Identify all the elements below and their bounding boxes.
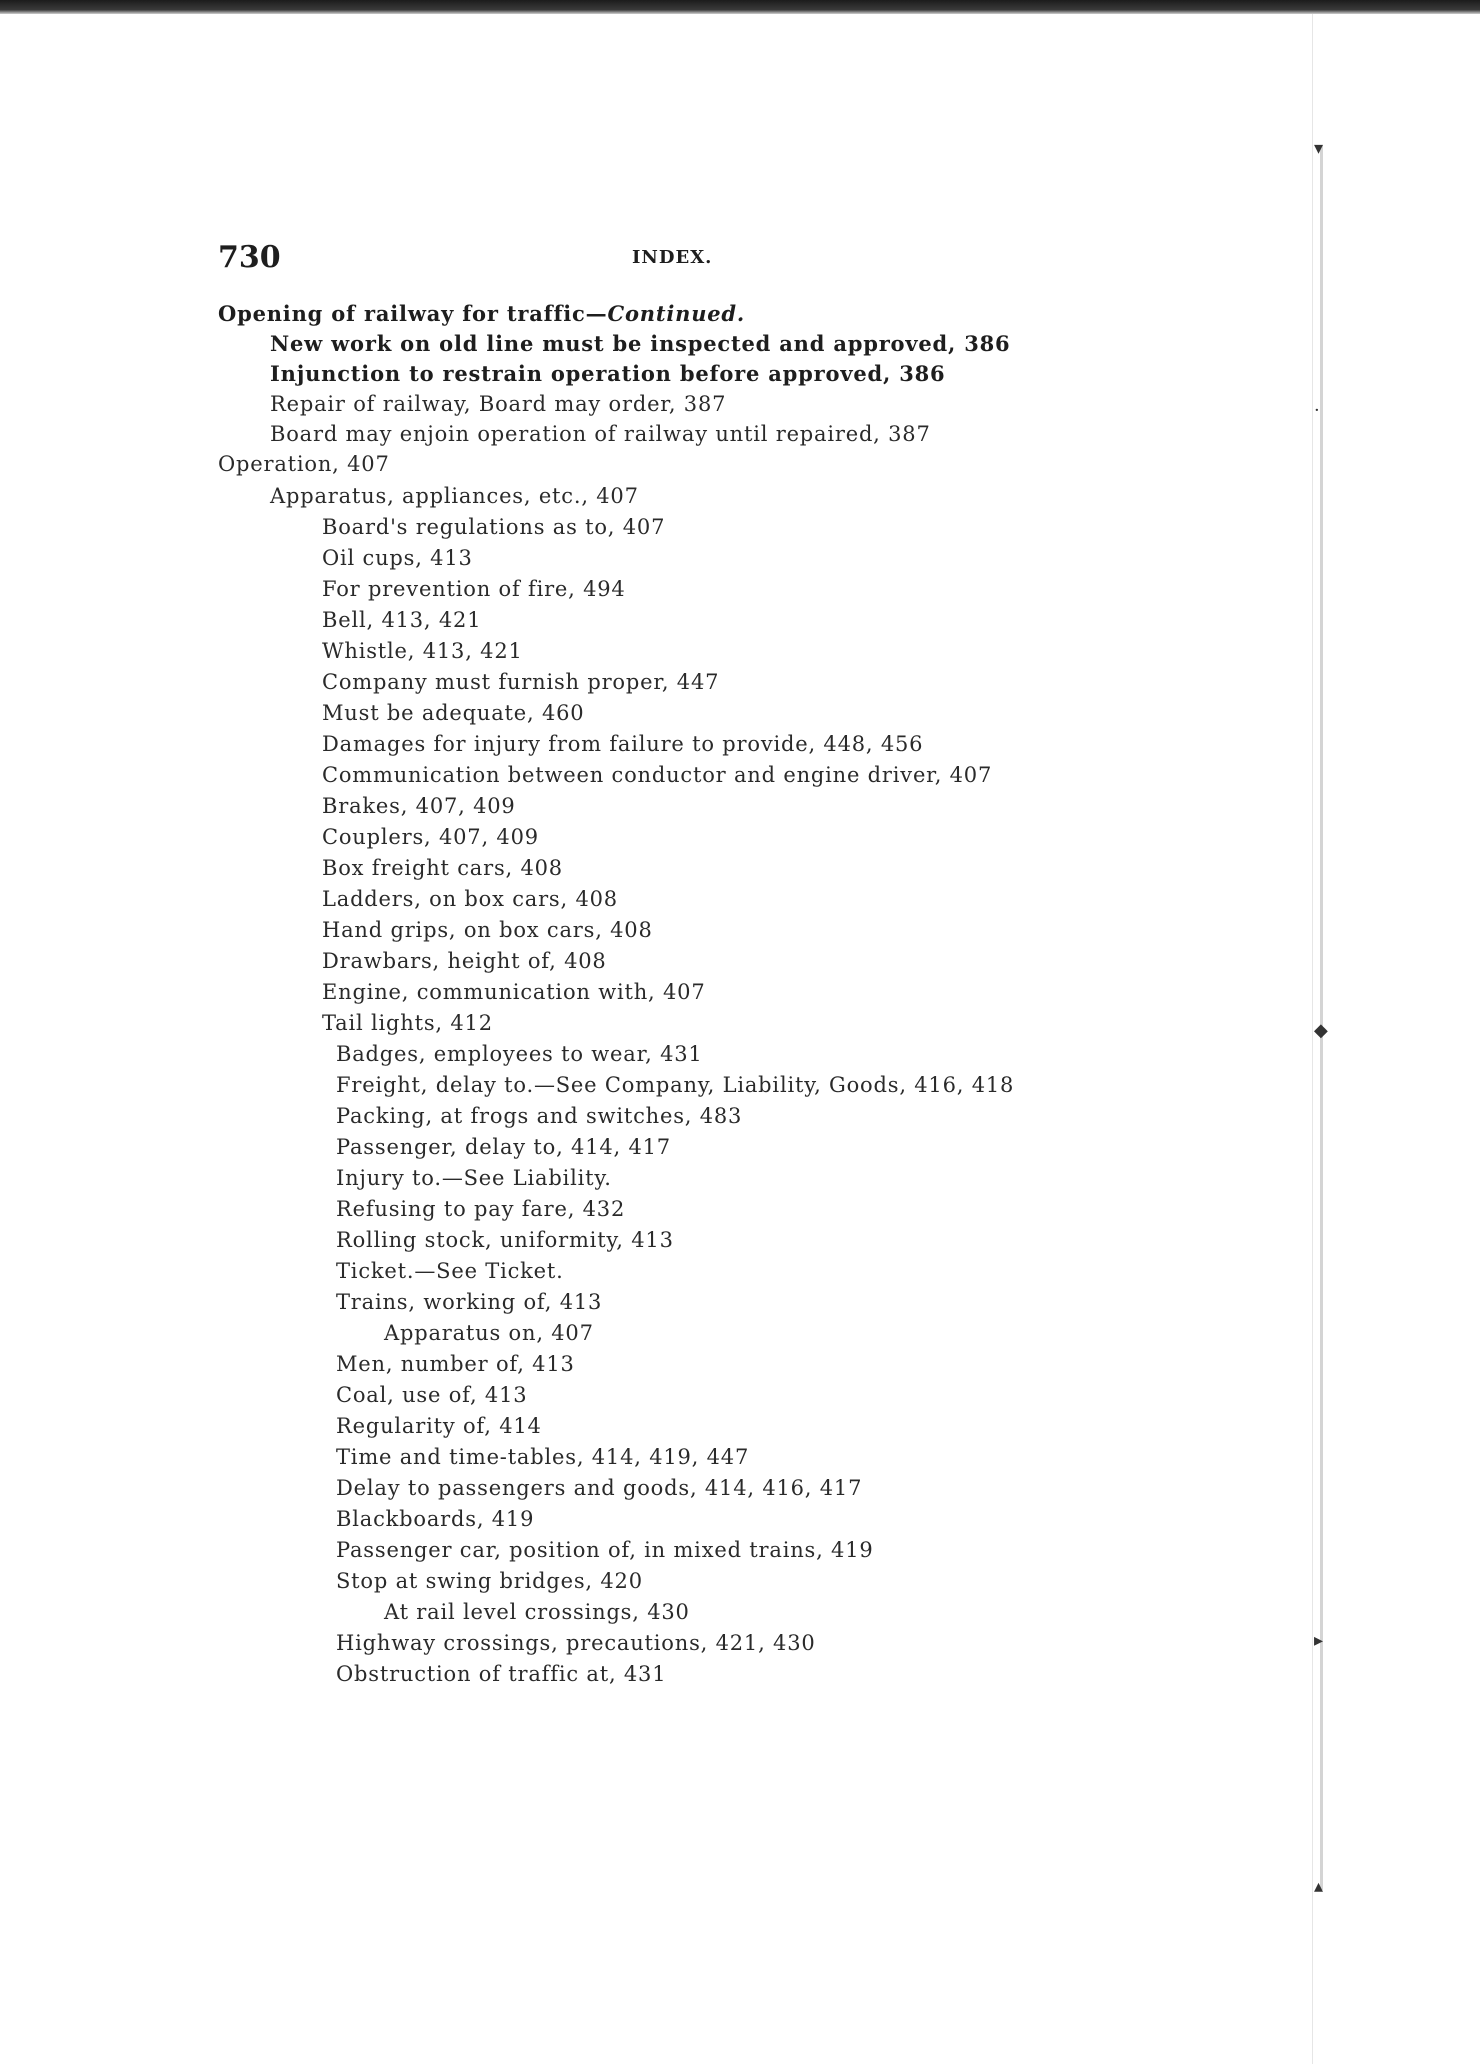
page-number: 730 [218, 240, 281, 275]
gutter-tick-mark: · [1314, 400, 1320, 421]
gutter-tick-mark: ▴ [1314, 1876, 1324, 1897]
scan-top-edge [0, 0, 1480, 14]
page-gutter [1312, 14, 1480, 2064]
gutter-tick-mark: ▸ [1314, 1630, 1324, 1651]
index-subentry: Board may enjoin operation of railway until repaired, 387 [270, 422, 931, 446]
index-subentry: Engine, communication with, 407 [322, 980, 706, 1004]
index-subentry: Hand grips, on box cars, 408 [322, 918, 653, 942]
index-subentry: Bell, 413, 421 [322, 608, 482, 632]
index-subentry: Drawbars, height of, 408 [322, 949, 607, 973]
index-subentry: At rail level crossings, 430 [384, 1600, 690, 1624]
index-subentry: Must be adequate, 460 [322, 701, 585, 725]
index-subentry: Trains, working of, 413 [336, 1290, 603, 1314]
index-subentry: Brakes, 407, 409 [322, 794, 516, 818]
index-subentry: Badges, employees to wear, 431 [336, 1042, 703, 1066]
gutter-tick-mark: ◆ [1314, 1020, 1328, 1041]
index-subentry: Obstruction of traffic at, 431 [336, 1662, 667, 1686]
index-subentry: Apparatus on, 407 [384, 1321, 594, 1345]
index-subentry: Time and time-tables, 414, 419, 447 [336, 1445, 750, 1469]
index-subentry: Blackboards, 419 [336, 1507, 535, 1531]
index-subentry: Packing, at frogs and switches, 483 [336, 1104, 743, 1128]
index-subentry: Freight, delay to.—See Company, Liability, Goods, 416, 418 [336, 1073, 1015, 1097]
index-subentry: Refusing to pay fare, 432 [336, 1197, 626, 1221]
index-subentry: For prevention of fire, 494 [322, 577, 626, 601]
index-subentry: Regularity of, 414 [336, 1414, 542, 1438]
index-subentry: Oil cups, 413 [322, 546, 473, 570]
index-subentry: Apparatus, appliances, etc., 407 [270, 484, 639, 508]
index-subentry: Men, number of, 413 [336, 1352, 575, 1376]
index-subentry: Ticket.—See Ticket. [336, 1259, 564, 1283]
index-subentry: Delay to passengers and goods, 414, 416, 417 [336, 1476, 863, 1500]
index-subentry: Repair of railway, Board may order, 387 [270, 392, 727, 416]
running-head: INDEX. [632, 247, 713, 268]
binding-line [1320, 145, 1323, 1890]
index-subentry: Box freight cars, 408 [322, 856, 563, 880]
index-subentry: Ladders, on box cars, 408 [322, 887, 618, 911]
index-subentry: Board's regulations as to, 407 [322, 515, 666, 539]
index-subentry: Passenger car, position of, in mixed trains, 419 [336, 1538, 874, 1562]
index-subentry: Rolling stock, uniformity, 413 [336, 1228, 674, 1252]
index-subentry: Company must furnish proper, 447 [322, 670, 720, 694]
index-subentry: Damages for injury from failure to provide, 448, 456 [322, 732, 924, 756]
index-subentry: Tail lights, 412 [322, 1011, 493, 1035]
index-subentry: Communication between conductor and engine driver, 407 [322, 763, 993, 787]
index-heading-operation: Operation, 407 [218, 452, 390, 476]
index-subentry: New work on old line must be inspected and approved, 386 [270, 331, 1011, 356]
index-subentry: Passenger, delay to, 414, 417 [336, 1135, 671, 1159]
index-subentry: Highway crossings, precautions, 421, 430 [336, 1631, 816, 1655]
index-subentry: Injunction to restrain operation before approved, 386 [270, 361, 946, 386]
index-subentry: Stop at swing bridges, 420 [336, 1569, 643, 1593]
index-heading-opening: Opening of railway for traffic—Continued. [218, 301, 746, 326]
index-subentry: Couplers, 407, 409 [322, 825, 539, 849]
index-subentry: Coal, use of, 413 [336, 1383, 528, 1407]
index-subentry: Whistle, 413, 421 [322, 639, 523, 663]
gutter-tick-mark: ▾ [1314, 138, 1324, 159]
index-subentry: Injury to.—See Liability. [336, 1166, 612, 1190]
